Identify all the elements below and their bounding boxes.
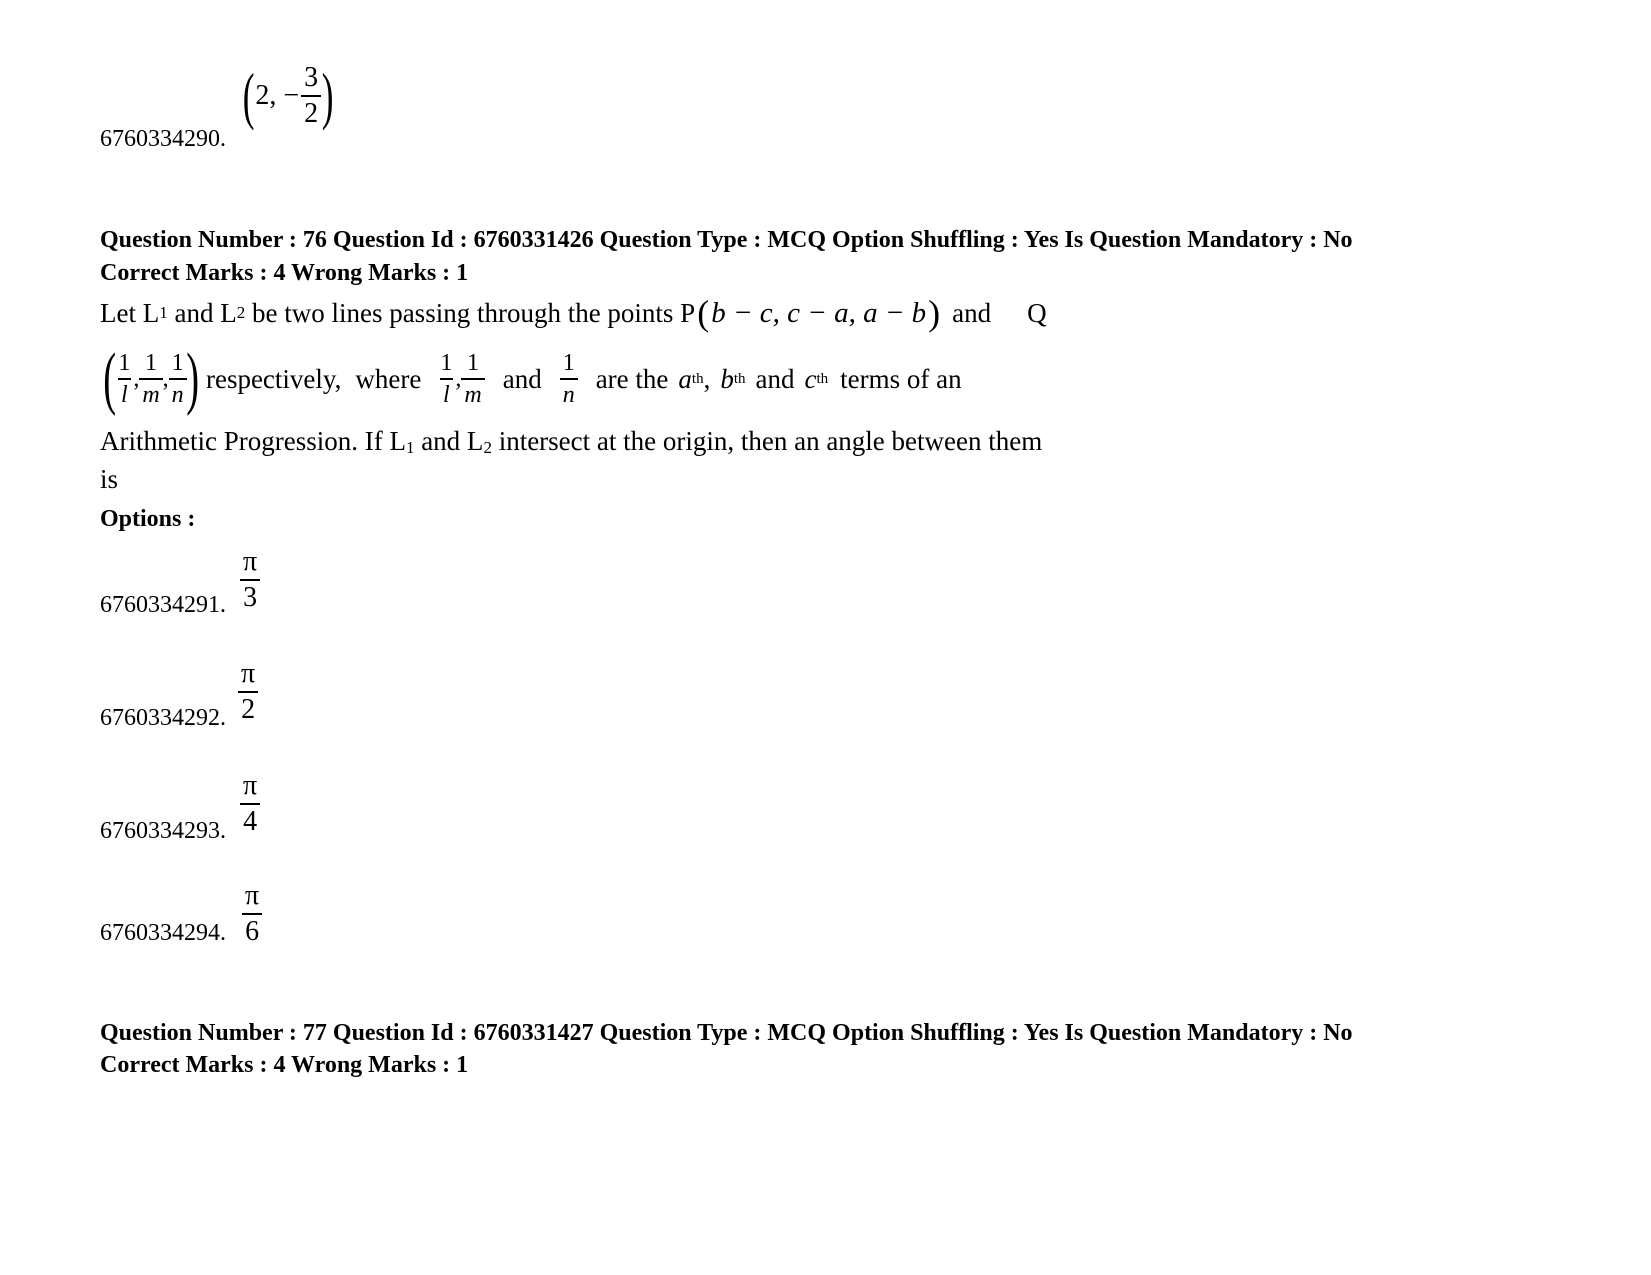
coord-fraction: $\frac{3}{2}$ — [301, 64, 321, 128]
option-id[interactable]: 6760334294. — [100, 920, 226, 946]
option-fraction: $\frac{\pi}{3}$ — [240, 548, 260, 612]
options-label: Options : — [100, 506, 196, 532]
option-coordinate — [238, 60, 338, 131]
option-id[interactable]: 6760334292. — [100, 705, 226, 731]
question-header: Question Number : 77 Question Id : 6760331427 Question Type : MCQ Option Shuffling : Yes Is Question Mandatory : No — [100, 1020, 1353, 1046]
ap-frac-m: $\frac{1}{m}$ — [461, 351, 484, 407]
question-text-line-4: is — [100, 464, 119, 494]
option-fraction: $\frac{\pi}{4}$ — [240, 772, 260, 836]
option-id: 6760334290. — [100, 126, 226, 152]
ap-frac-n: $\frac{1}{n}$ — [560, 351, 578, 407]
question-marks: Correct Marks : 4 Wrong Marks : 1 — [100, 260, 469, 286]
option-id[interactable]: 6760334293. — [100, 818, 226, 844]
q-frac-m: $\frac{1}{m}$ — [139, 351, 162, 407]
question-text-line-1: Let L 1 and L 2 be two lines passing through the points P ( b − c, c − a, a − b ) and Q — [100, 293, 1047, 333]
paren-open: ( — [242, 60, 255, 131]
ap-frac-l: $\frac{1}{l}$ — [440, 350, 453, 408]
option-fraction: $\frac{\pi}{6}$ — [242, 882, 262, 946]
q-frac-n: $\frac{1}{n}$ — [169, 351, 187, 407]
question-text-line-3: Arithmetic Progression. If L1 and L2 intersect at the origin, then an angle between them — [100, 426, 1043, 457]
coord-first: 2, − — [255, 80, 300, 111]
q-frac-l: $\frac{1}{l}$ — [118, 350, 131, 408]
question-text-line-2: ( $\frac{1}{l}$ , $\frac{1}{m}$ , $\frac{1}{n}$ ) respectively, where $\frac{1}{l}$ , $\frac{1}{m}$ and $\frac{1}{n}$ are the a th , b th and c th terms of an — [103, 340, 962, 417]
point-p: b − c, c − a, a − b — [711, 296, 927, 329]
option-id[interactable]: 6760334291. — [100, 592, 226, 618]
paren-close: ) — [321, 60, 334, 131]
question-marks: Correct Marks : 4 Wrong Marks : 1 — [100, 1052, 469, 1078]
option-fraction: $\frac{\pi}{2}$ — [238, 660, 258, 724]
question-header: Question Number : 76 Question Id : 6760331426 Question Type : MCQ Option Shuffling : Yes Is Question Mandatory : No — [100, 227, 1353, 253]
